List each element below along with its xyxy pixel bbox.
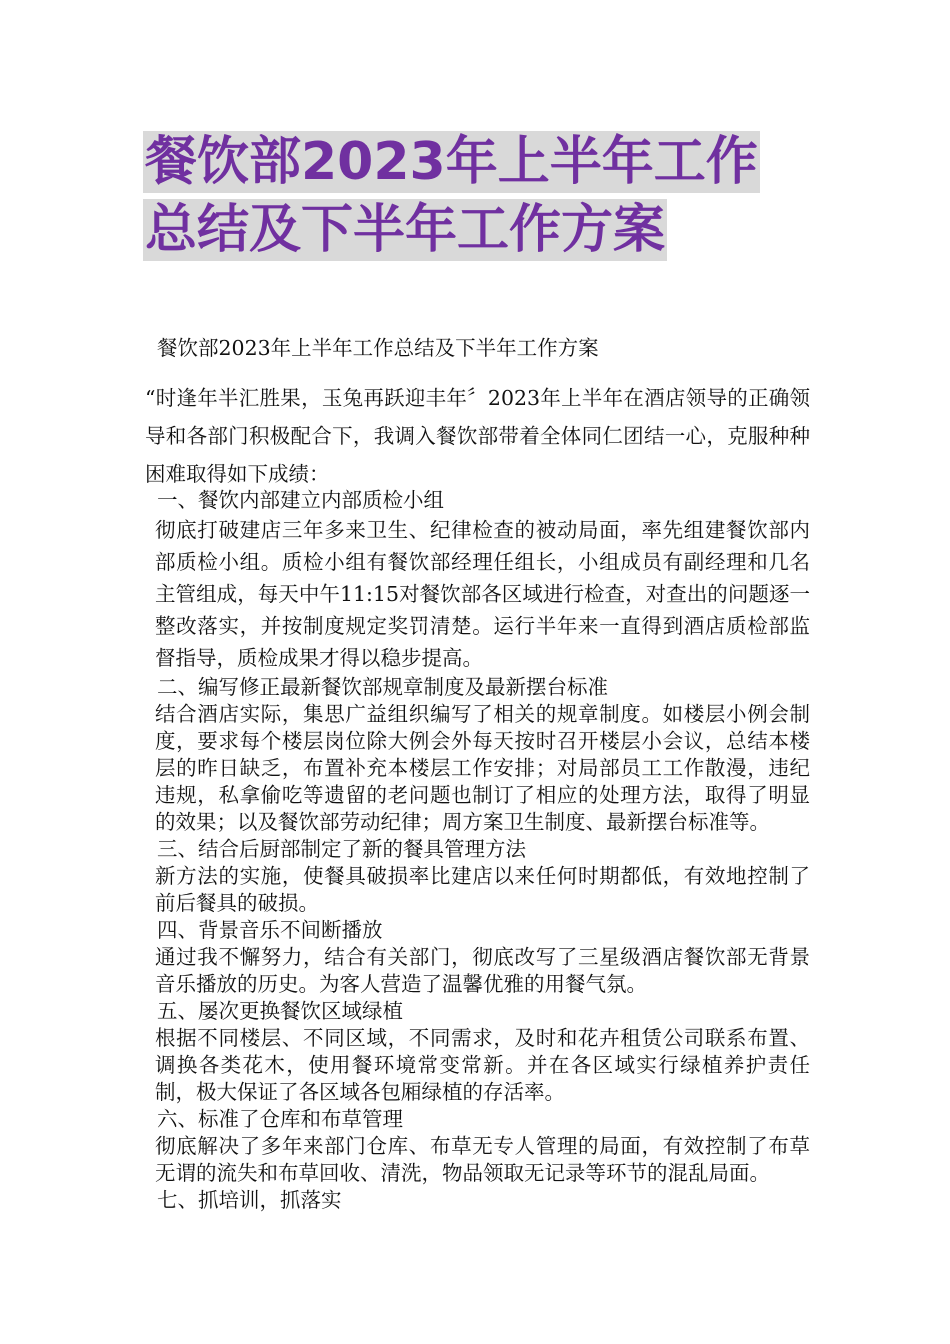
- section-body-5: 根据不同楼层、不同区域，不同需求，及时和花卉租赁公司联系布置、调换各类花木，使用餐环境常变常新。并在各区域实行绿植养护责任制，极大保证了各区域各包厢绿植的存活率。: [155, 1026, 810, 1104]
- document-body: [145, 335, 810, 1214]
- intro-paragraph: “时逢年半汇胜果，玉兔再跃迎丰年〞2023年上半年在酒店领导的正确领导和各部门积极配合下，我调入餐饮部带着全体同仁团结一心，克服种种困难取得如下成绩：: [145, 386, 810, 486]
- section-body-2: 结合酒店实际，集思广益组织编写了相关的规章制度。如楼层小例会制度，要求每个楼层岗位除大例会外每天按时召开楼层小会议，总结本楼层的昨日缺乏，布置补充本楼层工作安排；对局部员工工作散漫，违纪违规，私拿偷吃等遗留的老问题也制订了相应的处理方法，取得了明显的效果；以及餐饮部劳动纪律；周方案卫生制度、最新摆台标准等。: [155, 702, 810, 834]
- document-title: [143, 131, 813, 261]
- section-heading-5: 五、屡次更换餐饮区域绿植: [157, 999, 403, 1023]
- section-heading-1: 一、餐饮内部建立内部质检小组: [157, 488, 444, 512]
- section-body-1: 彻底打破建店三年多来卫生、纪律检查的被动局面，率先组建餐饮部内部质检小组。质检小组有餐饮部经理任组长，小组成员有副经理和几名主管组成，每天中午11:15对餐饮部各区域进行检查，对查出的问题逐一整改落实，并按制度规定奖罚清楚。运行半年来一直得到酒店质检部监督指导，质检成果才得以稳步提高。: [155, 518, 810, 670]
- section-body-4: 通过我不懈努力，结合有关部门，彻底改写了三星级酒店餐饮部无背景音乐播放的历史。为客人营造了温馨优雅的用餐气氛。: [155, 945, 810, 996]
- section-heading-2: 二、编写修正最新餐饮部规章制度及最新摆台标准: [157, 675, 608, 699]
- section-heading-6: 六、标准了仓库和布草管理: [157, 1107, 403, 1131]
- section-body-6: 彻底解决了多年来部门仓库、布草无专人管理的局面，有效控制了布草无谓的流失和布草回收、清洗，物品领取无记录等环节的混乱局面。: [155, 1134, 810, 1185]
- document-subtitle: 餐饮部2023年上半年工作总结及下半年工作方案: [157, 336, 599, 360]
- title-line-2: 总结及下半年工作方案: [145, 200, 666, 260]
- section-heading-3: 三、结合后厨部制定了新的餐具管理方法: [157, 837, 526, 861]
- section-heading-7: 七、抓培训，抓落实: [157, 1188, 342, 1212]
- title-line-1: 餐饮部2023年上半年工作: [145, 132, 758, 192]
- section-heading-4: 四、背景音乐不间断播放: [157, 918, 383, 942]
- section-body-3: 新方法的实施，使餐具破损率比建店以来任何时期都低，有效地控制了前后餐具的破损。: [155, 864, 810, 915]
